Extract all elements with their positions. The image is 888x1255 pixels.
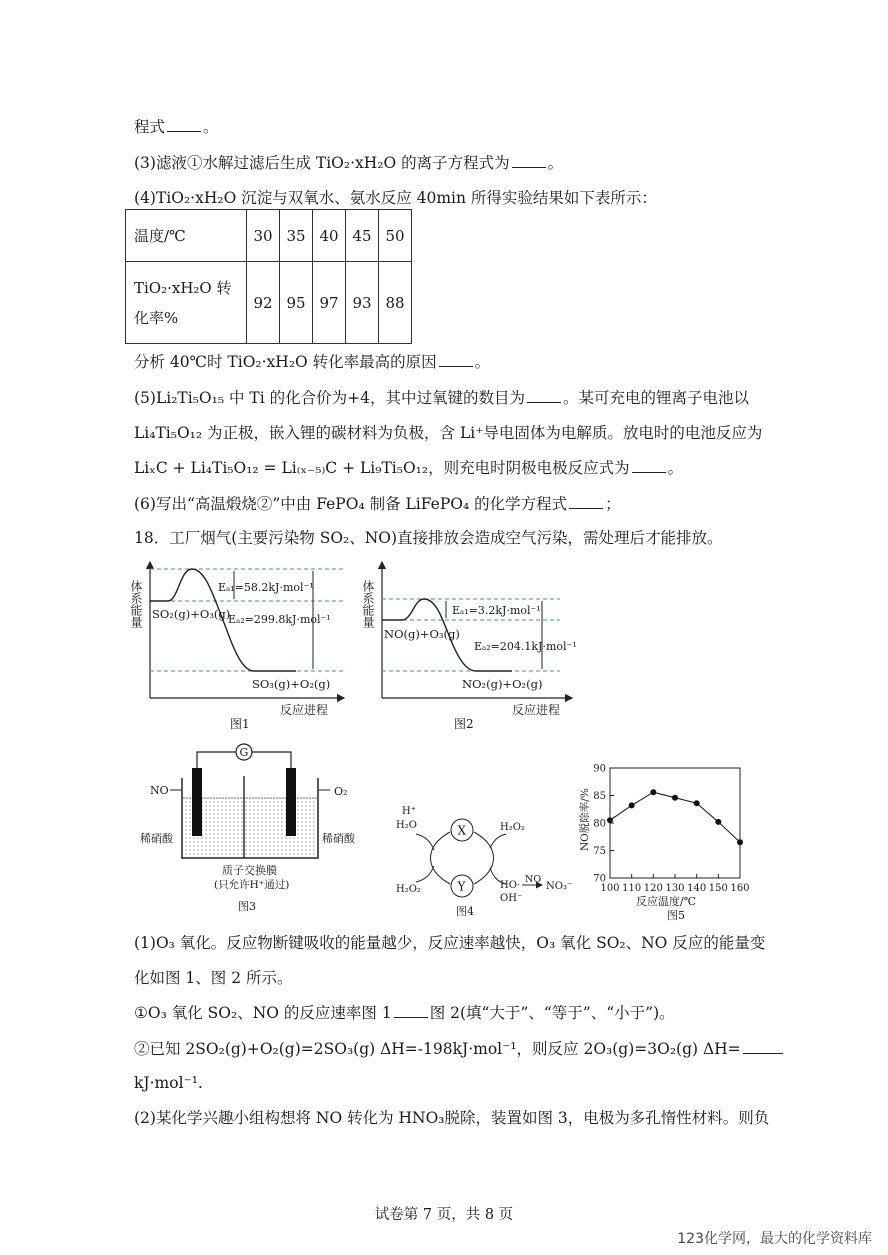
product-label: NO₂(g)+O₂(g): [462, 677, 543, 691]
meter-label: G: [239, 746, 249, 759]
membrane-note: (只允许H⁺通过): [214, 879, 290, 891]
x-tick-label: 160: [730, 883, 750, 894]
h2o-label: H₂O: [396, 820, 417, 831]
table-header-rate: [126, 262, 247, 344]
table-cell: 93: [346, 262, 379, 344]
figure-2-energy-diagram: [362, 558, 592, 738]
line-p1b: 化如图 1、图 2 所示。: [134, 969, 293, 987]
branch-arrow: [416, 834, 434, 850]
x-tick-label: 130: [665, 883, 685, 894]
answer-blank[interactable]: [439, 354, 473, 367]
line-q18: 18．工厂烟气(主要污染物 SO₂、NO)直接排放会造成空气污染，需处理后才能排放。: [134, 529, 723, 547]
line-q4-analysis: 分析 40℃时 TiO₂·xH₂O 转化率最高的原因 。: [134, 353, 491, 371]
y-label: 体系能量: [129, 580, 143, 628]
no3-label: NO₃⁻: [546, 881, 573, 892]
branch-arrow: [490, 834, 506, 848]
table-cell: 95: [280, 262, 313, 344]
data-point: [694, 800, 700, 806]
figure-5-chart: [580, 760, 770, 920]
line-q2-tail: 程式 。: [134, 118, 219, 136]
right-electrode: [286, 768, 296, 836]
figure-4-cycle: [390, 800, 580, 920]
electrolyte: [183, 798, 317, 857]
no-label: NO: [525, 874, 542, 885]
table-cell: 88: [379, 262, 412, 344]
gas-inlet: [318, 780, 330, 790]
line-q3: (3)滤液①水解过滤后生成 TiO₂·xH₂O 的离子方程式为 。: [134, 154, 564, 172]
line-p1d: ②已知 2SO₂(g)+O₂(g)=2SO₃(g) ΔH=-198kJ·mol⁻¹，则反应 2O₃(g)=3O₂(g) ΔH=: [134, 1039, 785, 1059]
x-tick-label: 150: [708, 883, 728, 894]
table-cell: 45: [346, 210, 379, 262]
data-point: [715, 819, 721, 825]
line-p1a: (1)O₃ 氧化。反应物断键吸收的能量越少，反应速率越快，O₃ 氧化 SO₂、NO 反应的能量变: [134, 934, 766, 952]
reactant-label: SO₂(g)+O₃(g): [152, 607, 231, 621]
h2o2-bottom-label: H₂O₂: [396, 884, 421, 895]
y-tick-label: 85: [593, 791, 606, 802]
table-cell: 35: [280, 210, 313, 262]
x-label: 反应进程: [280, 703, 329, 717]
y-axis-label: NO脱除率/%: [579, 788, 591, 851]
answer-blank[interactable]: [394, 1005, 428, 1018]
figure-3-cell: [140, 740, 365, 920]
data-point: [650, 789, 656, 795]
x-tick-label: 140: [687, 883, 707, 894]
data-point: [737, 839, 743, 845]
figure-caption: 图3: [238, 900, 256, 913]
line-q5b: Li₄Ti₅O₁₂ 为正极，嵌入锂的碳材料为负极，含 Li⁺导电固体为电解质。放电时的电池反应为: [134, 424, 763, 442]
branch-arrow: [416, 866, 434, 882]
y-label: 体系能量: [361, 580, 375, 628]
ho-label: HO·: [500, 880, 521, 891]
data-point: [672, 795, 678, 801]
rate-label-2: 化率%: [134, 308, 179, 327]
data-point: [629, 802, 635, 808]
answer-blank[interactable]: [569, 496, 603, 509]
figure-1-energy-diagram: [130, 558, 360, 738]
table-cell: 97: [313, 262, 346, 344]
x-label: X: [457, 823, 467, 838]
figure-caption: 图5: [667, 909, 685, 922]
table-header-temp: 温度/℃: [126, 210, 247, 262]
table-cell: 40: [313, 210, 346, 262]
y-label: Y: [457, 879, 466, 894]
figure-caption: 图1: [230, 717, 250, 731]
rate-label-1: TiO₂·xH₂O 转: [134, 278, 232, 297]
ea2-label: Eₐ₂=204.1kJ·mol⁻¹: [474, 640, 577, 653]
ea1-label: Eₐ₁=58.2kJ·mol⁻¹: [218, 581, 314, 594]
left-electrode: [192, 768, 202, 836]
watermark: 123化学网，最大的化学资料库: [677, 1231, 872, 1247]
line-p1e: kJ·mol⁻¹.: [134, 1074, 203, 1092]
figure-caption: 图2: [454, 717, 474, 731]
answer-blank[interactable]: [167, 119, 201, 132]
x-tick-label: 110: [622, 883, 642, 894]
left-gas-label: NO: [150, 784, 169, 797]
line-q4: (4)TiO₂·xH₂O 沉淀与双氧水、氨水反应 40min 所得实验结果如下表所示：: [134, 189, 657, 207]
gas-inlet: [170, 780, 182, 790]
right-gas-label: O₂: [334, 785, 348, 798]
table-cell: 50: [379, 210, 412, 262]
membrane-label: 质子交换膜: [222, 864, 277, 877]
data-point: [607, 817, 613, 823]
table-cell: 30: [247, 210, 280, 262]
oh-label: OH⁻: [500, 893, 523, 904]
x-label: 反应进程: [512, 703, 561, 717]
answer-blank[interactable]: [743, 1041, 783, 1054]
product-label: SO₃(g)+O₂(g): [252, 677, 331, 691]
y-tick-label: 75: [593, 846, 606, 857]
figure-caption: 图4: [456, 905, 474, 918]
ea1-label: Eₐ₁=3.2kJ·mol⁻¹: [452, 604, 541, 617]
line-q6: (6)写出“高温煅烧②”中由 FePO₄ 制备 LiFePO₄ 的化学方程式 ；: [134, 495, 621, 513]
cycle-arrow-right: [474, 832, 494, 884]
h-plus-label: H⁺: [402, 806, 416, 817]
ea2-label: Eₐ₂=299.8kJ·mol⁻¹: [228, 613, 331, 626]
line-q5a: (5)Li₂Ti₅O₁₅ 中 Ti 的化合价为+4，其中过氧键的数目为 。某可充电的锂离子电池以: [134, 389, 750, 407]
y-tick-label: 70: [593, 873, 606, 885]
y-tick-label: 90: [593, 763, 606, 775]
reactant-label: NO(g)+O₃(g): [384, 627, 460, 641]
line-p1c: ①O₃ 氧化 SO₂、NO 的反应速率图 1 图 2(填“大于”、“等于”、“小于”)。: [134, 1004, 675, 1022]
left-solution-label: 稀硝酸: [140, 832, 173, 845]
h2o2-top-label: H₂O₂: [500, 822, 525, 833]
answer-blank[interactable]: [632, 460, 666, 473]
y-tick-label: 80: [593, 818, 606, 830]
table-cell: 92: [247, 262, 280, 344]
x-tick-label: 100: [600, 883, 620, 894]
line-q5c: LiₓC + Li₄Ti₅O₁₂ = Li₍ₓ₋₅₎C + Li₉Ti₅O₁₂，则充电时阴极电极反应式为 。: [134, 459, 684, 477]
x-axis-label: 反应温度/℃: [636, 895, 697, 908]
page-footer: 试卷第 7 页，共 8 页: [374, 1207, 514, 1223]
right-solution-label: 稀硝酸: [322, 832, 355, 845]
answer-blank[interactable]: [527, 390, 561, 403]
x-tick-label: 120: [643, 883, 663, 894]
conversion-table: [125, 209, 412, 344]
line-p2: (2)某化学兴趣小组构想将 NO 转化为 HNO₃脱除，装置如图 3，电极为多孔惰性材料。则负: [134, 1109, 770, 1127]
cycle-arrow-left: [431, 832, 451, 884]
answer-blank[interactable]: [512, 155, 546, 168]
